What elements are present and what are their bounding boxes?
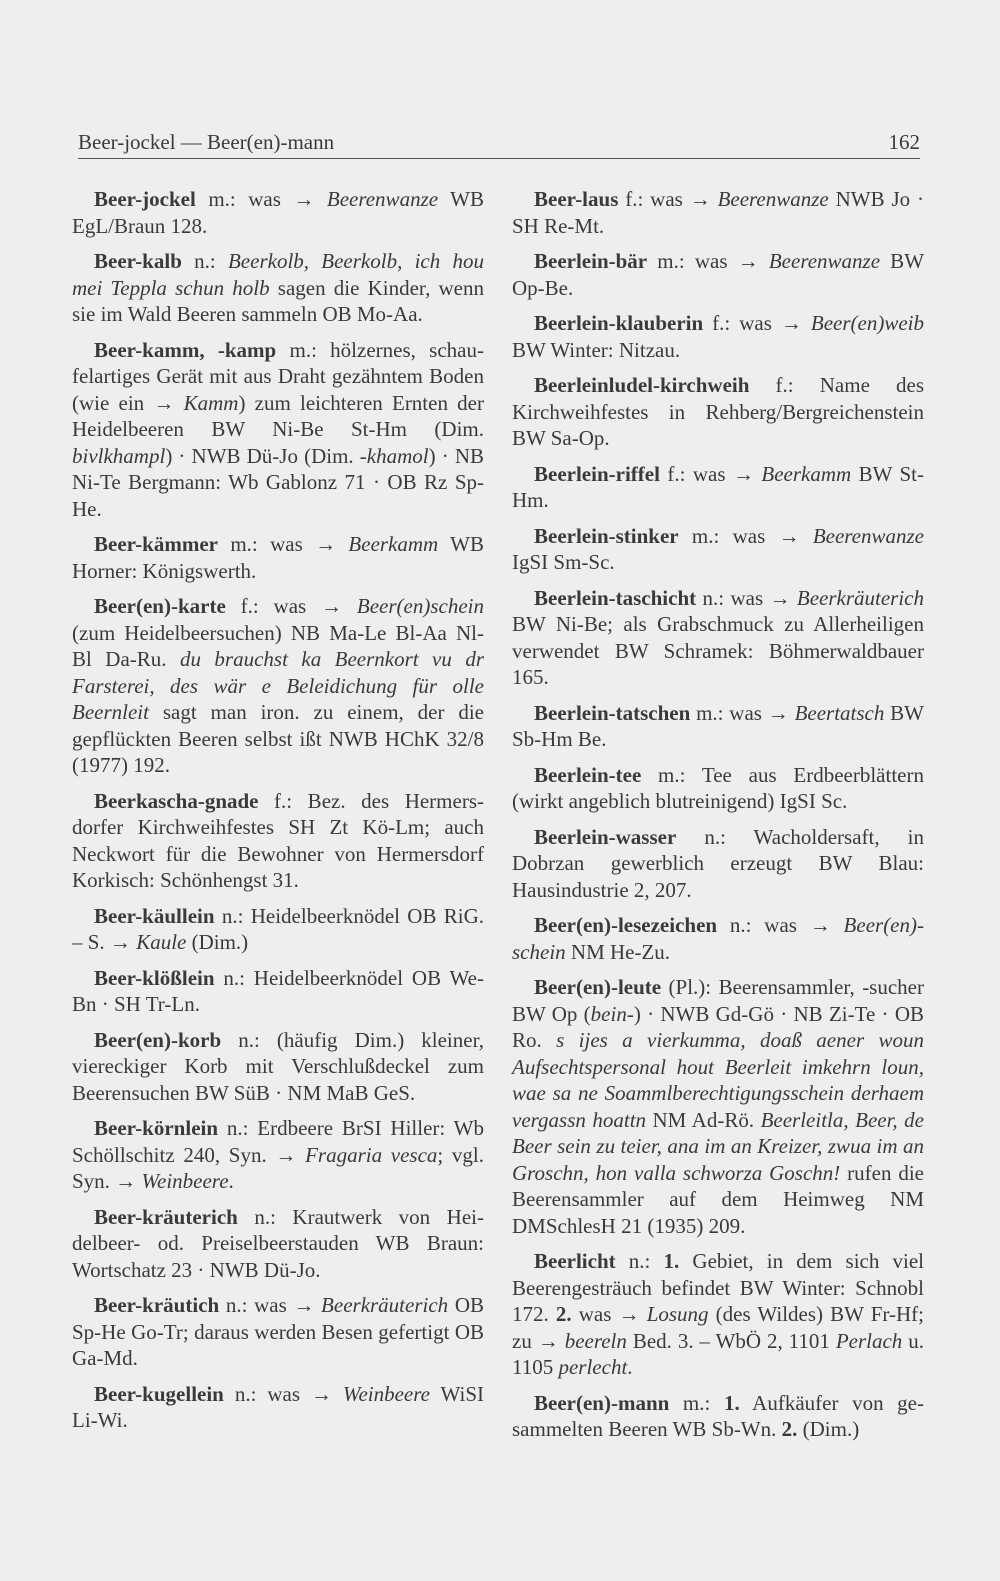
entry-text: m.: [669,1390,724,1415]
entry-text: NWB Jo · SH Re-Mt. [512,187,924,238]
entry-headword: Beer-kugellein [94,1381,224,1406]
entry-headword: Beerlein-wasser [534,824,677,849]
entry-text: Aufkäufer von gesammelten Beeren WB Sb-Wn. [512,1390,925,1441]
entry-headword: Beer-käullein [94,903,215,928]
italic-text: Beer(en)weib [810,311,924,335]
dictionary-entry [72,531,484,584]
entry-headword: Beer-kräuterich [94,1204,238,1229]
italic-text: Beer(en)schein [512,913,924,964]
entry-text: Bed. 3. – WbÖ 2, 1101 [626,1328,836,1353]
italic-text: Weinbeere [141,1169,229,1193]
entry-text: ) zum leichteren Ernten der Heidelbeeren BW Ni-Be St-Hm (Dim. [72,390,484,441]
italic-text: bivlkhampl [72,443,166,468]
dictionary-entry [72,1027,484,1107]
entry-headword: Beerlein-tee [534,762,642,787]
italic-text: Beerleitla, Beer, de Beer sein zu teier, ana im an Kreizer, zwua im an Groschn, hon valla schworza Goschn! [512,1107,924,1185]
entry-text: m.: was → [690,700,795,725]
entry-text: n.: [615,1249,664,1273]
entry-text: BW Sb-Hm Be. [512,700,924,751]
italic-text: s ijes a vierkumma, doaß aener woun Aufsechtspersonal hout Beerleit imkehrn loun, wae sa ne Soammlberechtigungsschein derhaem vergassn hoattn [512,1028,924,1132]
italic-text: bein- [590,1001,634,1026]
italic-text: perlecht [558,1355,628,1379]
entry-text: n.: was → [219,1293,322,1317]
entry-text: u. 1105 [512,1328,924,1379]
entry-headword: Beer(en)-lesezeichen [534,913,718,937]
entry-text: n.: was → [696,585,797,610]
entry-text: m.: was → [678,523,813,548]
dictionary-entry [512,372,924,452]
entry-headword: Beer(en)-mann [534,1390,670,1415]
italic-text: Beerenwanze [812,523,924,548]
italic-text: Beerenwanze [768,249,881,273]
entry-text: f.: was → [659,461,762,486]
dictionary-entry [72,1292,484,1372]
sense-number: 1. [663,1249,680,1273]
entry-text: . [228,1169,234,1193]
italic-text: Kamm [183,390,239,415]
entry-text: (zum Heidelbeersuchen) NB Ma-Le Bl-Aa Nl-Bl Da-Ru. [72,620,484,671]
entry-headword: Beerleinludel-kirchweih [534,373,750,397]
entry-text: (des Wildes) BW Fr-Hf; zu → [512,1302,924,1353]
entry-headword: Beer-klößlein [94,965,215,990]
entry-text: n.: (häufig Dim.) kleiner, viereckiger Korb mit Verschlußdeckel zum Beerensuchen BW SüB · NM MaB GeS. [72,1027,484,1105]
entry-headword: Beer-kräutich [94,1293,220,1317]
entry-text: m.: Tee aus Erdbeerblättern (wirkt angeblich blutreinigend) IgSI Sc. [512,762,924,813]
entry-headword: Beerlein-riffel [534,461,660,486]
entry-headword: Beerlicht [534,1249,616,1273]
entry-text: f.: Bez. des Hermersdorfer Kirchweihfestes SH Zt Kö-Lm; auch Neckwort für die Bewohner von Hermersdorf Korkisch: Schönhengst 31. [72,788,484,892]
entry-text: n.: was → [223,1381,343,1406]
entry-headword: Beer-kämmer [94,532,218,556]
entry-text: WiSI Li-Wi. [72,1381,484,1432]
dictionary-entry [72,593,484,779]
dictionary-entry [512,1390,924,1443]
entry-text: ) · NWB Gd-Gö · NB Zi-Te · OB Ro. [512,1001,925,1052]
italic-text: -khamol [359,443,429,468]
dictionary-entry [512,912,924,965]
entry-headword: Beer-laus [534,187,619,211]
dictionary-entry [512,824,924,904]
dictionary-entry [72,788,484,894]
entry-text: m.: was → [195,187,327,211]
sense-number: 2. [781,1417,798,1441]
entry-text: n.: Erdbeere BrSI Hiller: Wb Schöllschitz 240, Syn. → [72,1116,484,1167]
dictionary-entry [512,248,924,301]
entry-text: m.: was → [218,532,349,556]
entry-text: OB Sp-He Go-Tr; daraus werden Besen gefertigt OB Ga-Md. [72,1293,484,1370]
italic-text: Fragaria vesca [305,1142,438,1167]
dictionary-entry [512,974,924,1239]
sense-number: 1. [723,1390,740,1415]
entry-text: BW St-Hm. [512,461,924,512]
italic-text: Beertatsch [794,700,885,725]
dictionary-entry [512,762,924,815]
entry-headword: Beerlein-klauberin [534,311,704,335]
entry-text: (Dim.) [186,930,249,954]
italic-text: Beerkolb, Beerkolb, ich hou mei Teppla schun holb [72,249,484,300]
entry-text: ) · NWB Dü-Jo (Dim. [165,443,360,468]
entry-text: ) · NB Ni-Te Bergmann: Wb Gablonz 71 · OB Rz Sp-He. [72,443,484,521]
entry-text: n.: Heidelbeerknödel OB We-Bn · SH Tr-Ln. [72,965,484,1016]
italic-text: Kaule [136,930,187,954]
entry-text: Gebiet, in dem sich viel Beerengesträuch befindet BW Winter: Schnobl 172. [512,1249,924,1326]
entry-headword: Beer(en)-leute [534,975,662,999]
italic-text: Losung [646,1302,709,1326]
entry-text: n.: Heidelbeerknödel OB RiG. – S. → [72,903,484,954]
running-header [78,128,920,159]
right-column [512,186,924,1452]
running-title: Beer-jockel — Beer(en)-mann [78,130,335,154]
entry-text: n.: [181,249,228,273]
page-number: 162 [888,130,920,154]
entry-text: (Pl.): Beerensammler, -sucher BW Op ( [512,975,924,1026]
entry-text: BW Ni-Be; als Grabschmuck zu Allerheiligen verwendet BW Schramek: Böhmerwaldbauer 165. [512,612,924,689]
entry-text: f.: was → [225,594,357,618]
entry-text: NM Ad-Rö. [646,1107,761,1132]
entry-headword: Beer-jockel [94,187,196,211]
entry-headword: Beer-kalb [94,249,182,273]
dictionary-entry [512,523,924,576]
entry-headword: Beer(en)-karte [94,594,226,618]
dictionary-entry [512,1248,924,1381]
entry-text: WB Horner: Königswerth. [72,532,485,583]
entry-headword: Beerlein-bär [534,249,648,273]
sense-number: 2. [555,1302,572,1326]
italic-text: Beerkamm [761,461,852,486]
italic-text: Beerkamm [348,532,439,556]
entry-text: WB EgL/Braun 128. [72,187,484,238]
entry-text: BW Op-Be. [512,249,925,300]
dictionary-entry [512,700,924,753]
entry-headword: Beerkascha-gnade [94,788,259,813]
entry-text: f.: was → [618,187,718,211]
italic-text: Weinbeere [342,1381,430,1406]
italic-text: Beerkräuterich [796,585,924,610]
entry-text: f.: Name des Kirchweihfestes in Rehberg/Bergreichenstein BW Sa-Op. [512,373,924,450]
entry-text: rufen die Beerensammler auf dem Heimweg NM DMSchlesH 21 (1935) 209. [512,1160,924,1238]
italic-text: du brauchst ka Beernkort vu dr Farsterei, des wär e Beleidichung für olle Beernleit [72,647,484,724]
entry-headword: Beer-kamm, -kamp [94,337,277,362]
dictionary-entry [512,585,924,691]
dictionary-entry [512,461,924,514]
dictionary-entry [512,186,924,239]
dictionary-entry [72,248,484,328]
entry-text: f.: was → [703,311,811,335]
dictionary-entry [72,1115,484,1195]
entry-text: (Dim.) [797,1417,860,1441]
entry-text: was → [571,1302,647,1326]
entry-text: IgSI Sm-Sc. [512,550,615,574]
entry-text: sagen die Kinder, wenn sie im Wald Beeren sammeln OB Mo-Aa. [72,275,484,326]
entry-text: BW Winter: Nitzau. [512,337,681,362]
entry-text: . [627,1355,633,1379]
entry-text: m.: was → [647,249,769,273]
entry-headword: Beerlein-stinker [534,523,679,548]
entry-text: sagt man iron. zu einem, der die gepflückten Beeren selbst ißt NWB HChK 32/8 (1977) 192. [72,700,484,777]
entry-headword: Beerlein-tatschen [534,700,691,725]
entry-text: m.: hölzernes, schaufelartiges Gerät mit aus Draht gezähntem Boden (wie ein → [72,337,484,415]
entry-headword: Beer(en)-korb [94,1027,222,1052]
dictionary-entry [512,310,924,363]
dictionary-entry [72,1204,484,1284]
italic-text: Beerkräuterich [321,1293,449,1317]
dictionary-entry [72,186,484,239]
dictionary-entry [72,337,484,523]
entry-text: n.: was → [717,913,844,937]
italic-text: Beer(en)schein [356,594,484,618]
entry-text: ; vgl. Syn. → [72,1142,484,1193]
entry-text: n.: Wacholdersaft, in Dobrzan gewerblich erzeugt BW Blau: Hausindustrie 2, 207. [512,824,924,902]
dictionary-entry [72,1381,484,1434]
entry-text: NM He-Zu. [565,939,671,964]
entry-headword: Beerlein-taschicht [534,585,697,610]
italic-text: Perlach [835,1328,903,1353]
entry-text: n.: Krautwerk von Heidelbeer- od. Preiselbeerstauden WB Braun: Wortschatz 23 · NWB Dü-Jo. [72,1204,484,1282]
italic-text: Beerenwanze [717,187,829,211]
entry-headword: Beer-körnlein [94,1116,219,1140]
dictionary-entry [72,965,484,1018]
dictionary-entry [72,903,484,956]
italic-text: beereln [564,1328,627,1353]
left-column [72,186,484,1443]
italic-text: Beerenwanze [326,187,439,211]
